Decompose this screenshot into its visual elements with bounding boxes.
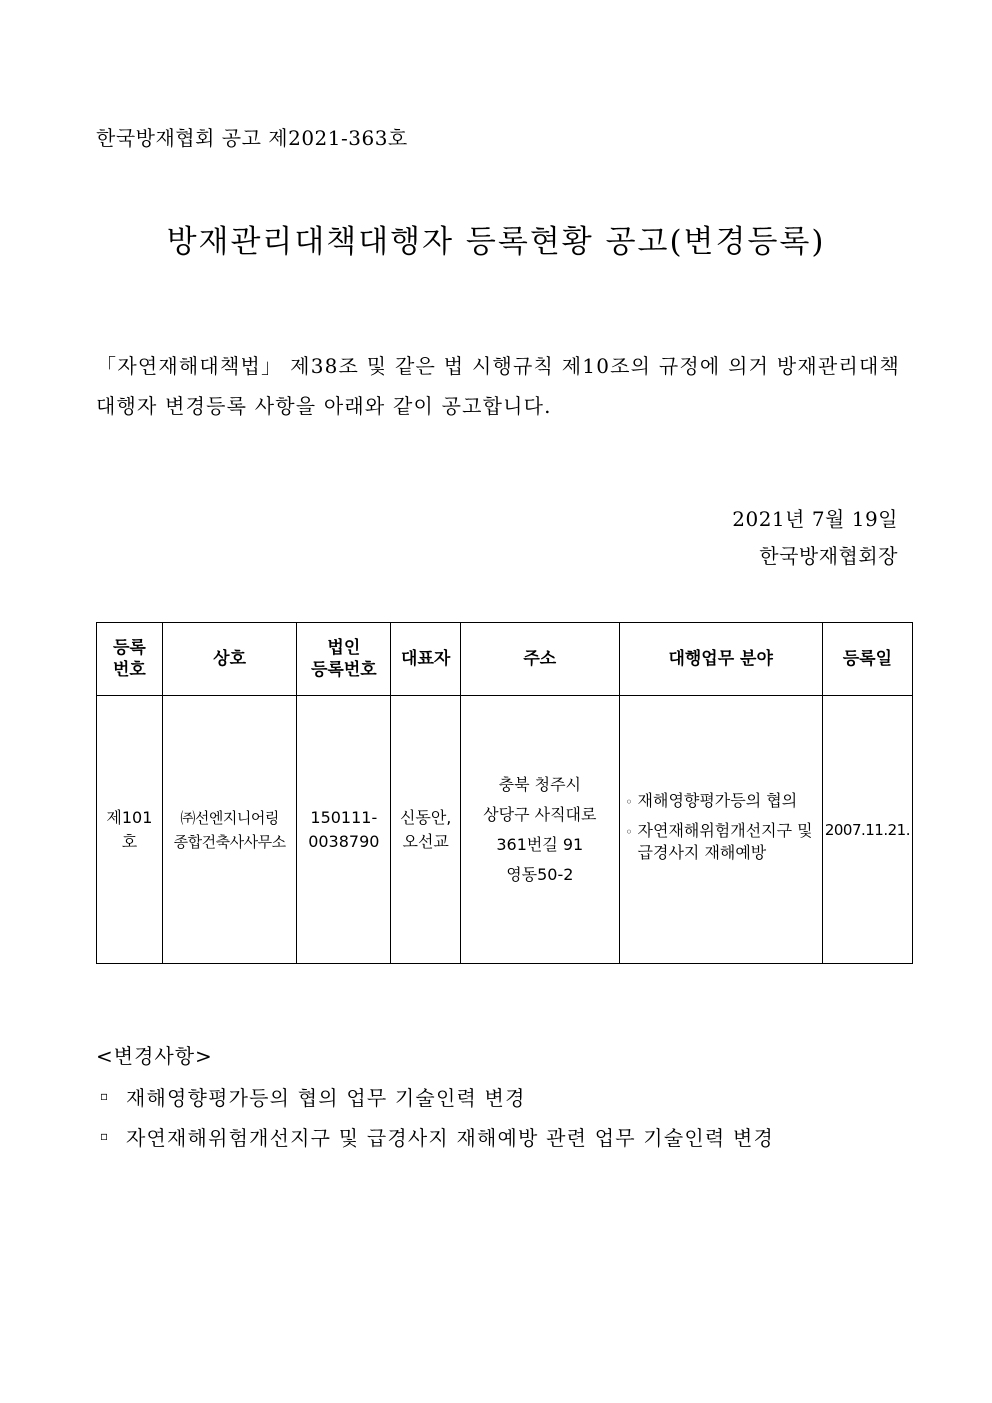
table-header-row	[97, 623, 913, 696]
change-text: 자연재해위험개선지구 및 급경사지 재해예방 관련 업무 기술인력 변경	[126, 1125, 774, 1150]
cell-company	[162, 696, 297, 964]
bullet-icon: ◦	[625, 824, 633, 839]
registration-table	[96, 622, 913, 964]
col-header-corp-reg-no: 법인 등록번호	[297, 623, 391, 696]
col-header-business-field: 대행업무 분야	[619, 623, 822, 696]
company-name-line2: 종합건축사사무소	[173, 832, 286, 851]
corp-reg-no-line2: 0038790	[308, 831, 380, 851]
notice-date: 2021년 7월 19일	[732, 507, 898, 531]
field-text: 자연재해위험개선지구 및 급경사지 재해예방	[637, 820, 813, 862]
address-line4: 영동50-2	[506, 864, 574, 884]
col-header-company: 상호	[162, 623, 297, 696]
changes-heading: <변경사항>	[96, 1044, 213, 1068]
col-header-representative: 대표자	[391, 623, 461, 696]
notice-number: 한국방재협회 공고 제2021-363호	[96, 126, 408, 150]
address-line2: 상당구 사직대로	[483, 804, 597, 824]
cell-reg-no: 제101호	[97, 696, 163, 964]
field-text: 재해영향평가등의 협의	[637, 790, 798, 810]
cell-address	[461, 696, 619, 964]
changes-list	[100, 1076, 774, 1156]
cell-representative	[391, 696, 461, 964]
table-row	[97, 696, 913, 964]
notice-signer: 한국방재협회장	[759, 544, 898, 568]
address-line1: 충북 청주시	[498, 774, 581, 794]
bullet-icon: ◦	[625, 794, 633, 809]
page-title: 방재관리대책대행자 등록현황 공고(변경등록)	[166, 224, 826, 260]
corp-reg-no-line1: 150111-	[310, 807, 378, 827]
change-text: 재해영향평가등의 협의 업무 기술인력 변경	[126, 1085, 526, 1110]
cell-business-field	[619, 696, 822, 964]
col-header-reg-date: 등록일	[822, 623, 912, 696]
col-header-address: 주소	[461, 623, 619, 696]
square-bullet-icon: ▫	[100, 1129, 110, 1143]
address-line3: 361번길 91	[496, 834, 584, 854]
list-item	[100, 1116, 774, 1156]
company-name-line1: ㈜선엔지니어링	[180, 808, 279, 827]
list-item	[100, 1076, 774, 1116]
square-bullet-icon: ▫	[100, 1089, 110, 1103]
cell-reg-date: 2007.11.21.	[822, 696, 912, 964]
field-item	[626, 820, 820, 864]
col-header-reg-no: 등록 번호	[97, 623, 163, 696]
rep-line2: 오선교	[402, 831, 449, 851]
notice-body: 「자연재해대책법」 제38조 및 같은 법 시행규칙 제10조의 규정에 의거 방재관리대책대행자 변경등록 사항을 아래와 같이 공고합니다.	[96, 354, 900, 418]
cell-corp-reg-no	[297, 696, 391, 964]
field-item	[626, 790, 820, 814]
rep-line1: 신동안,	[399, 807, 452, 827]
